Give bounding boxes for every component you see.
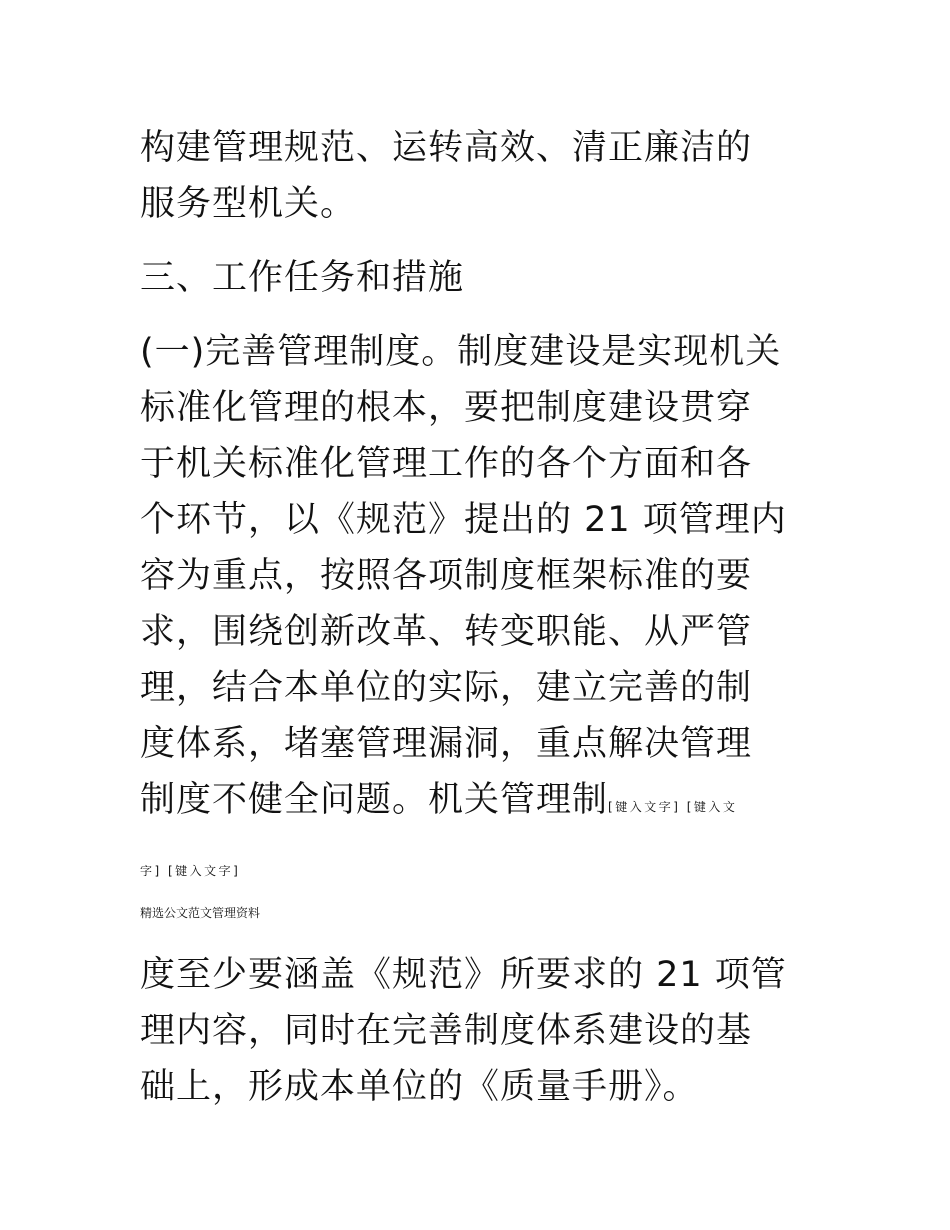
continued-line-1: 度至少要涵盖《规范》所要求的 21 项管 bbox=[140, 955, 787, 995]
body-line-6: 个环节，以《规范》提出的 21 项管理内 bbox=[140, 500, 787, 540]
footer-note: 精选公文范文管理资料 bbox=[140, 906, 261, 920]
body-line-8: 求，围绕创新改革、转变职能、从严管 bbox=[140, 612, 753, 652]
body-line-2: 服务型机关。 bbox=[140, 184, 357, 224]
body-line-11-text: 制度不健全问题。机关管理制 bbox=[140, 780, 609, 820]
body-line-4: 标准化管理的根本，要把制度建设贯穿 bbox=[140, 388, 753, 428]
section-heading: 三、工作任务和措施 bbox=[140, 258, 465, 298]
body-line-7: 容为重点，按照各项制度框架标准的要 bbox=[140, 556, 753, 596]
body-line-10: 度体系，堵塞管理漏洞，重点解决管理 bbox=[140, 724, 753, 764]
continued-line-3: 础上，形成本单位的《质量手册》。 bbox=[140, 1067, 699, 1107]
body-line-11 bbox=[140, 780, 737, 820]
continued-line-2: 理内容，同时在完善制度体系建设的基 bbox=[140, 1011, 753, 1051]
body-line-1: 构建管理规范、运转高效、清正廉洁的 bbox=[140, 128, 753, 168]
body-line-9: 理，结合本单位的实际，建立完善的制 bbox=[140, 668, 753, 708]
body-line-3: (一)完善管理制度。制度建设是实现机关 bbox=[140, 332, 782, 372]
body-line-5: 于机关标准化管理工作的各个方面和各 bbox=[140, 444, 753, 484]
header-placeholder: [键入文字] [键入文 bbox=[608, 800, 738, 814]
header-placeholder-continued: 字] [键入文字] bbox=[140, 864, 241, 878]
